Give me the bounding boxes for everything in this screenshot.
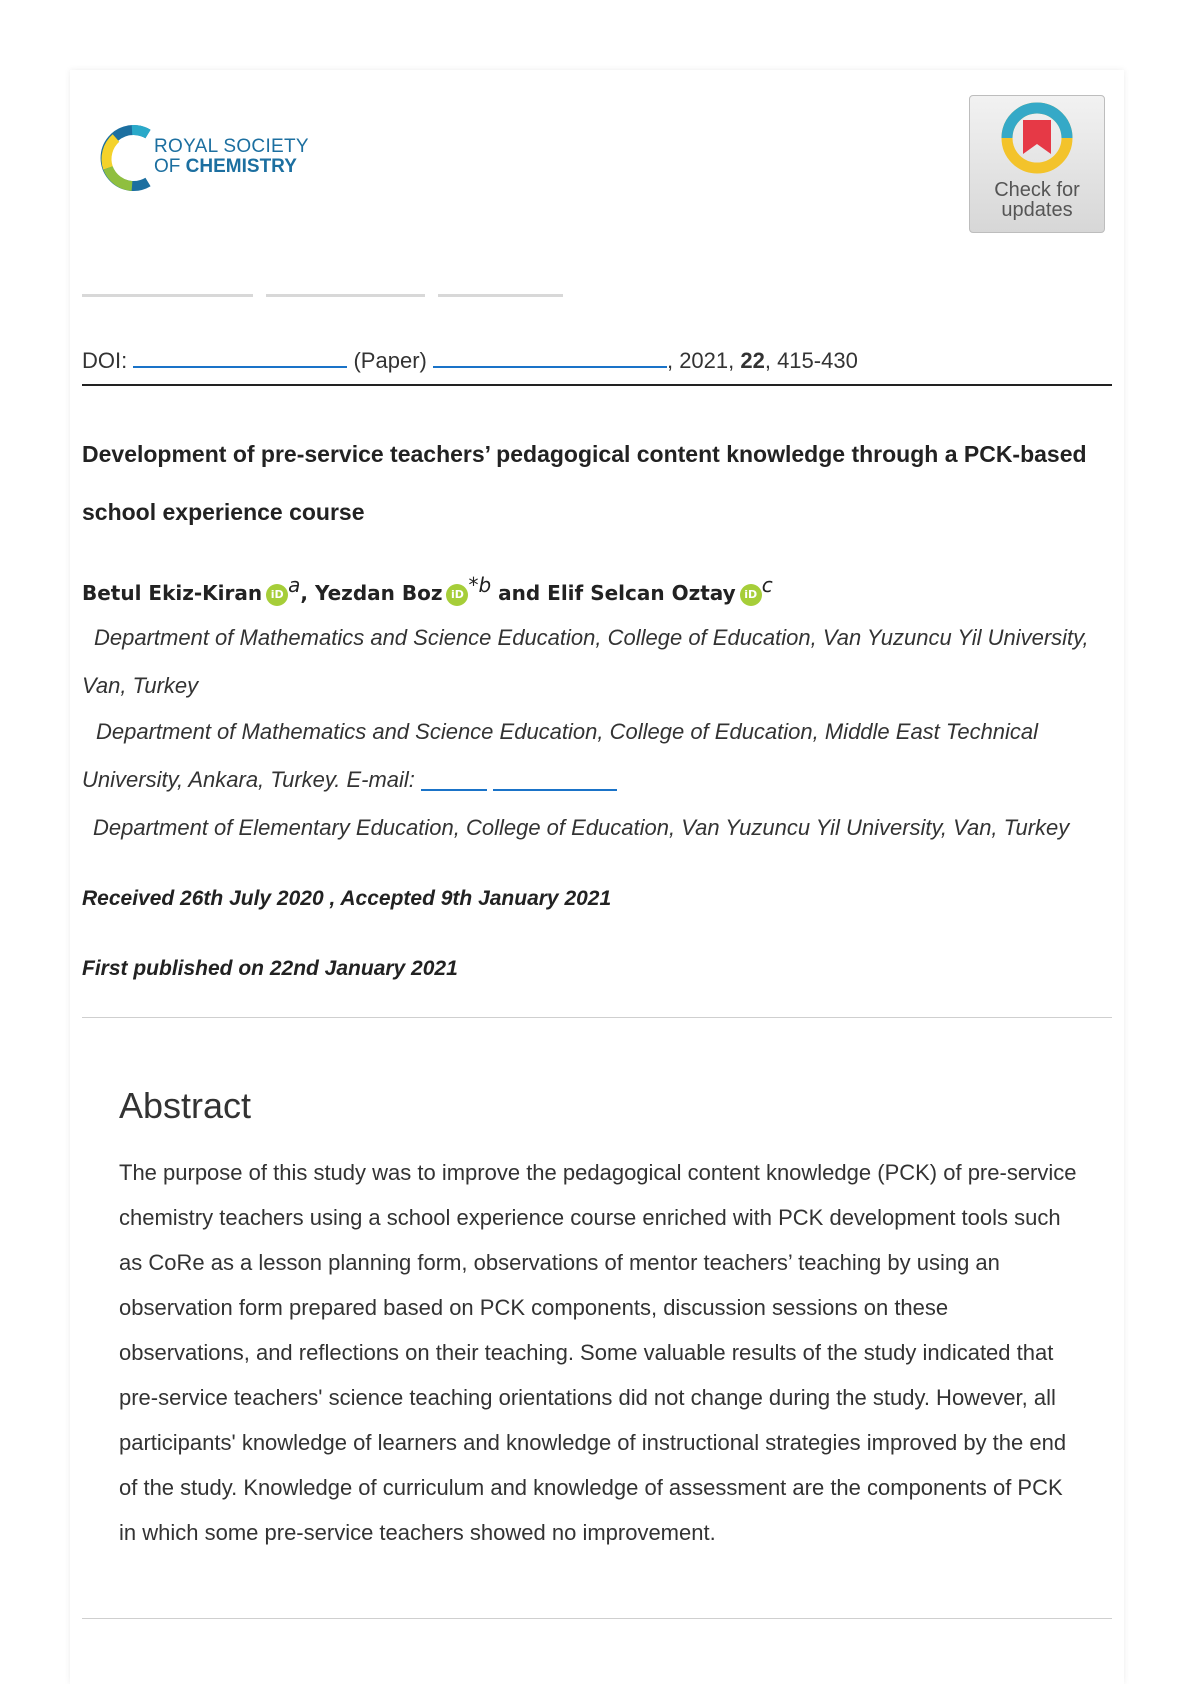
orcid-icon[interactable]: iD	[740, 584, 762, 606]
citation-line	[82, 346, 1112, 386]
tab-placeholder[interactable]	[266, 294, 425, 297]
orcid-icon[interactable]: iD	[446, 584, 468, 606]
badge-line2: updates	[1001, 199, 1073, 221]
journal-link[interactable]	[433, 346, 667, 368]
doi-link[interactable]	[133, 346, 347, 368]
affiliation-c: Department of Elementary Education, College of Education, Van Yuzuncu Yil University, Van, Turkey	[93, 815, 1070, 840]
tab-placeholder[interactable]	[82, 294, 253, 297]
check-for-updates-button[interactable]	[969, 95, 1105, 233]
divider	[82, 1017, 1112, 1018]
affiliation-b	[82, 708, 1112, 804]
badge-label	[970, 180, 1104, 220]
citation-year: , 2021,	[666, 348, 741, 373]
email-link[interactable]	[421, 767, 487, 791]
crossmark-icon	[1001, 102, 1073, 174]
publisher-line2	[154, 157, 309, 177]
email-link[interactable]	[493, 767, 617, 791]
author-affiliation-marker: a	[288, 573, 301, 597]
abstract-heading: Abstract	[119, 1085, 252, 1126]
author-affiliation-marker: c	[761, 573, 773, 597]
divider	[82, 1618, 1112, 1619]
citation-volume: 22	[740, 348, 765, 373]
tab-placeholder[interactable]	[438, 294, 563, 297]
received-accepted-dates: Received 26th July 2020 , Accepted 9th January 2021	[82, 887, 612, 910]
orcid-icon[interactable]: iD	[266, 584, 288, 606]
publisher-name	[154, 137, 309, 177]
author-name[interactable]: Yezdan Boz	[314, 581, 443, 605]
publisher-line1: ROYAL SOCIETY	[154, 136, 309, 157]
publisher-line2-bold: CHEMISTRY	[185, 156, 297, 177]
doi-label: DOI:	[82, 348, 128, 373]
affiliation-b-text: Department of Mathematics and Science Education, College of Education, Middle East Technical University, Ankara, Turkey. E-mail:	[82, 719, 1039, 792]
citation-pages: , 415-430	[764, 348, 858, 373]
published-date: First published on 22nd January 2021	[82, 957, 458, 980]
author-name[interactable]: Elif Selcan Oztay	[547, 581, 736, 605]
author-separator: and	[491, 581, 548, 605]
author-affiliation-marker: *b	[468, 573, 492, 597]
badge-line1: Check for	[994, 179, 1080, 201]
author-name[interactable]: Betul Ekiz-Kiran	[82, 581, 263, 605]
article-title: Development of pre-service teachers’ pedagogical content knowledge through a PCK-based school experience course	[82, 441, 1087, 525]
publisher-line2-prefix: OF	[154, 156, 181, 177]
paper-type-label: (Paper)	[353, 348, 427, 373]
affiliation-a: Department of Mathematics and Science Education, College of Education, Van Yuzuncu Yil University, Van, Turkey	[82, 625, 1089, 698]
abstract-text: The purpose of this study was to improve the pedagogical content knowledge (PCK) of pre-service chemistry teachers using a school experience course enriched with PCK development tools such as CoRe as a lesson planning form, observations of mentor teachers’ teaching by using an observation form prepared based on PCK components, discussion sessions on these observations, and reflections on their teaching. Some valuable results of the study indicated that pre-service teachers' science teaching orientations did not change during the study. However, all participants' knowledge of learners and knowledge of instructional strategies improved by the end of the study. Knowledge of curriculum and knowledge of assessment are the components of PCK in which some pre-service teachers showed no improvement.	[119, 1160, 1077, 1545]
author-list	[82, 573, 1112, 606]
author-separator: ,	[300, 581, 315, 605]
